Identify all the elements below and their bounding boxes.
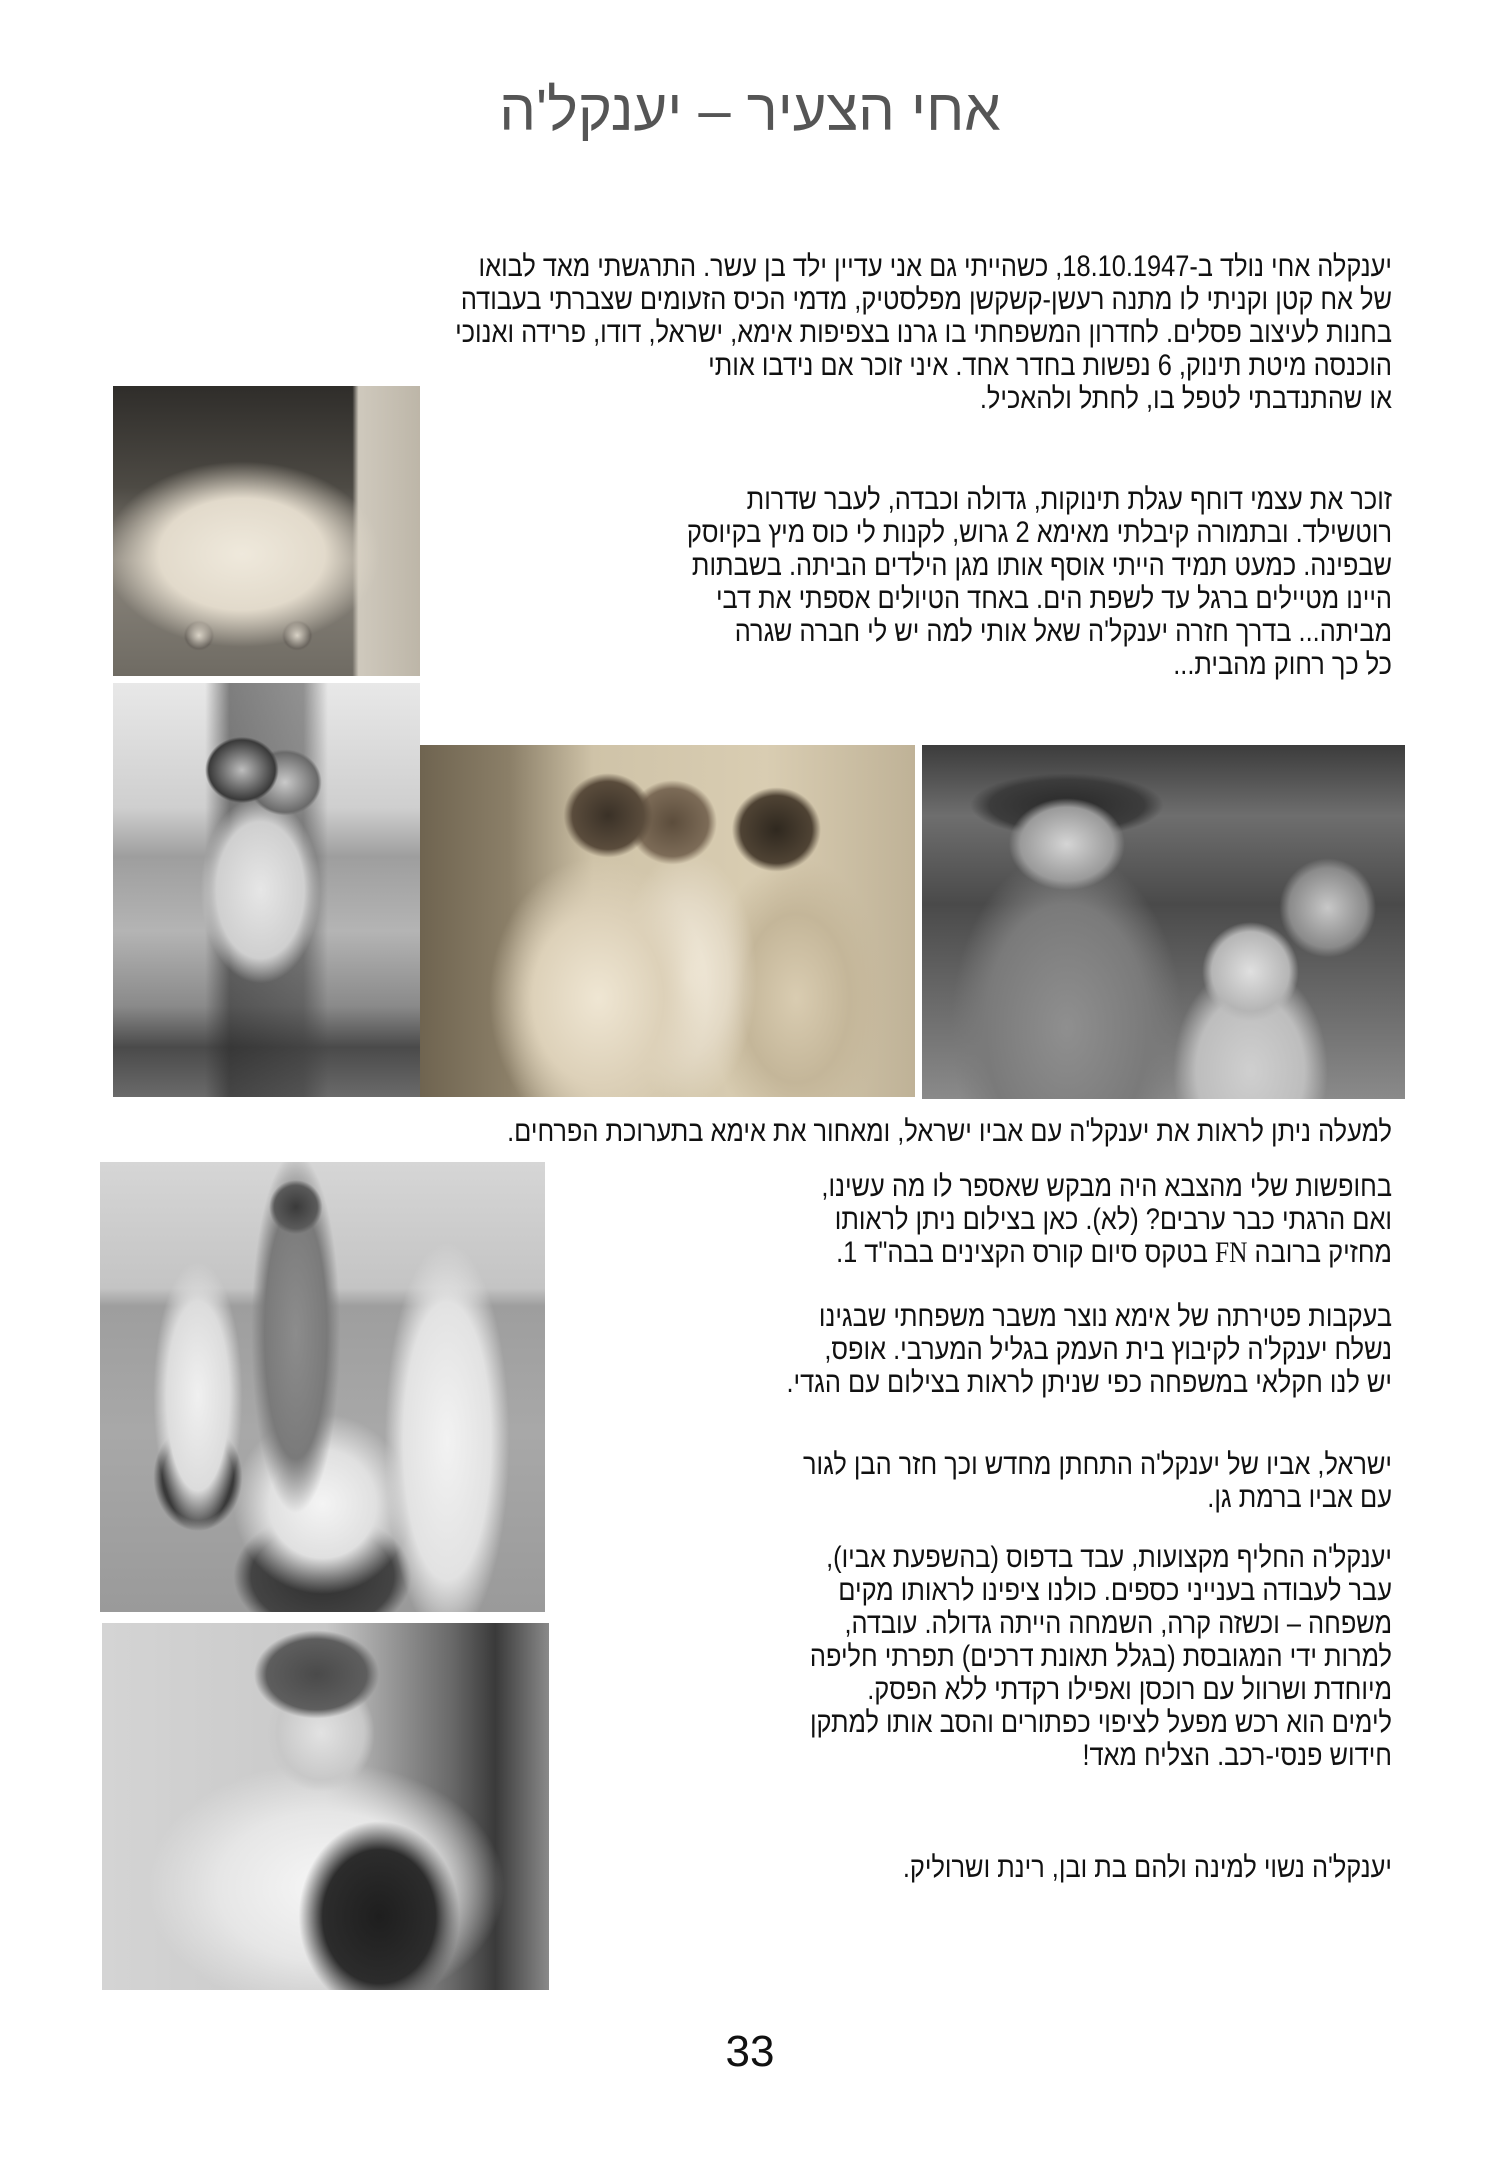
- photo-father-son-exhibition: [922, 745, 1405, 1099]
- photo-three-children: [420, 745, 915, 1097]
- intro-line: של אח קטן וקניתי לו מתנה רעשן-קשקשן מפלסטיק, מדמי הכיס הזעומים שצברתי בעבודה: [460, 283, 1392, 316]
- rifle-model: FN: [1215, 1237, 1248, 1269]
- intro-line: בחנות לעיצוב פסלים. לחדרון המשפחתי בו גרנו בצפיפות אימא, ישראל, דודו, פרידה ואנוכי: [455, 316, 1392, 349]
- army-line: ואם הרגתי כבר ערבים? (לא). כאן בצילום ניתן לראותו: [834, 1203, 1392, 1236]
- photo-family-officer-ceremony: [100, 1162, 545, 1612]
- photo-caption: [92, 1115, 1392, 1148]
- stroller-line: כל כך רחוק מהבית...: [1173, 648, 1392, 681]
- career-line: משפחה – וכשזה קרה, השמחה הייתה גדולה. עובדה,: [844, 1607, 1392, 1640]
- family-line: יענקל'ה נשוי למינה ולהם בת ובן, רינת ושרוליק.: [902, 1851, 1392, 1884]
- stroller-line: זוכר את עצמי דוחף עגלת תינוקות, גדולה וכבדה, לעבר שדרות: [746, 483, 1392, 516]
- photo-boy-with-goat: [102, 1623, 549, 1990]
- career-paragraph: [532, 1541, 1392, 1772]
- intro-line: יענקלה אחי נולד ב-18.10.1947, כשהייתי גם אני עדיין ילד בן עשר. התרגשתי מאד לבואו: [478, 250, 1392, 283]
- army-line-end: בטקס סיום קורס הקצינים בבה"ד 1.: [836, 1236, 1216, 1269]
- army-line: [687, 1236, 1392, 1270]
- father-line: ישראל, אביו של יענקל'ה התחתן מחדש וכך חזר הבן לגור: [802, 1448, 1392, 1481]
- career-line: מיוחדת ושרוול עם רוכסן ואפילו רקדתי ללא הפסק.: [867, 1673, 1392, 1706]
- stroller-line: היינו מטיילים ברגל עד לשפת הים. באחד הטיולים אספתי את דבי: [715, 582, 1392, 615]
- stroller-line: מביתה... בדרך חזרה יענקל'ה שאל אותי למה יש לי חברה שגרה: [734, 615, 1392, 648]
- intro-line: הוכנסה מיטת תינוק, 6 נפשות בחדר אחד. איני זוכר אם נידבו אותי: [708, 349, 1392, 382]
- page-number: 33: [725, 2027, 775, 2076]
- army-line: בחופשות שלי מהצבא היה מבקש שאספר לו מה עשינו,: [821, 1170, 1392, 1203]
- kibbutz-line: יש לנו חקלאי במשפחה כפי שניתן לראות בצילום עם הגדי.: [786, 1366, 1392, 1399]
- career-line: למרות ידי המגובסת (בגלל תאונת דרכים) תפרתי חליפה: [809, 1640, 1392, 1673]
- stroller-paragraph: [432, 483, 1392, 681]
- photo-baby-stroller: [113, 386, 420, 676]
- stroller-line: שבפינה. כמעט תמיד הייתי אוסף אותו מגן הילדים הביתה. בשבתות: [691, 549, 1392, 582]
- army-line-start: מחזיק ברובה: [1247, 1236, 1392, 1269]
- kibbutz-line: נשלח יענקל'ה לקיבוץ בית העמק בגליל המערבי. אופס,: [824, 1333, 1392, 1366]
- intro-line: או שהתנדבתי לטפל בו, לחתל ולהאכיל.: [979, 382, 1392, 415]
- father-paragraph: [532, 1448, 1392, 1514]
- father-line: עם אביו ברמת גן.: [1207, 1481, 1392, 1514]
- page-title: אחי הצעיר – יענקל'ה: [499, 78, 1001, 143]
- photo-caption-text: למעלה ניתן לראות את יענקל'ה עם אביו ישראל, ומאחור את אימא בתערוכת הפרחים.: [507, 1115, 1392, 1148]
- kibbutz-paragraph: [532, 1300, 1392, 1399]
- photo-brothers-seaside: [113, 683, 420, 1097]
- family-paragraph: [532, 1851, 1392, 1884]
- career-line: יענקל'ה החליף מקצועות, עבד בדפוס (בהשפעת אביו),: [826, 1541, 1392, 1574]
- stroller-line: רוטשילד. ובתמורה קיבלתי מאימא 2 גרוש, לקנות לי כוס מיץ בקיוסק: [686, 516, 1392, 549]
- career-line: עבר לעבודה בענייני כספים. כולנו ציפינו לראותו מקים: [838, 1574, 1392, 1607]
- career-line: לימים הוא רכש מפעל לציפוי כפתורים והסב אותו למתקן: [809, 1706, 1392, 1739]
- army-paragraph: [572, 1170, 1392, 1270]
- career-line: חידוש פנסי-רכב. הצליח מאד!: [1082, 1739, 1392, 1772]
- kibbutz-line: בעקבות פטירתה של אימא נוצר משבר משפחתי שבגינו: [818, 1300, 1392, 1333]
